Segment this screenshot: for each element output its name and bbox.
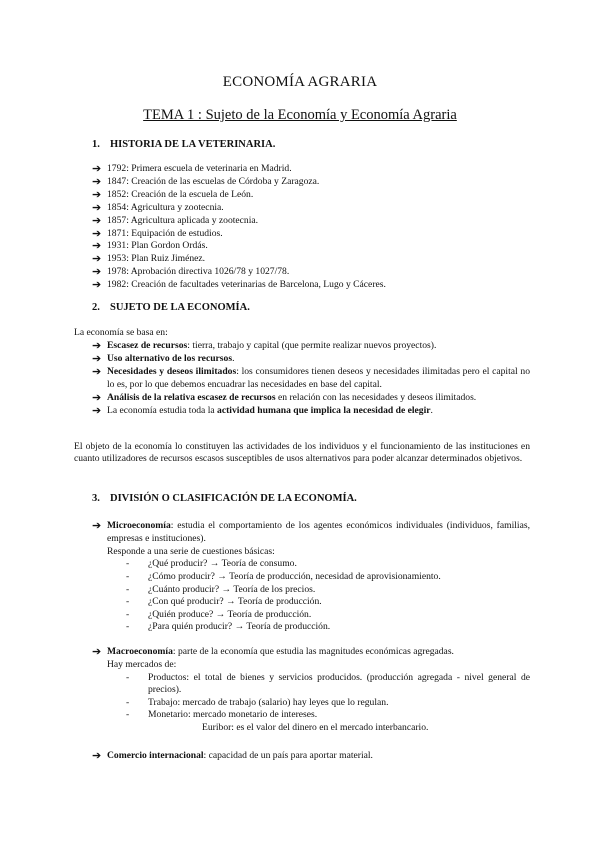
section-3-title: DIVISIÓN O CLASIFICACIÓN DE LA ECONOMÍA. — [110, 493, 357, 504]
document-title: ECONOMÍA AGRARIA — [222, 74, 378, 90]
international-trade-block — [92, 750, 530, 763]
section-2-heading — [92, 302, 250, 313]
list-item: ➔ La economía estudia toda la actividad humana que implica la necesidad de elegir. — [92, 404, 433, 417]
economy-object-paragraph: El objeto de la economía lo constituyen las actividades de los individuos y el funcionamiento de las instituciones en cuanto utilizadores de recursos escasos susceptibles de usos alternativos para poder alcanzar determinados objetivos. — [74, 441, 530, 465]
list-item: - ¿Quién produce? → Teoría de producción. — [126, 608, 312, 620]
section-2-intro: La economía se basa en: — [74, 327, 168, 338]
arrow-icon: ➔ — [92, 227, 102, 240]
arrow-icon: ➔ — [92, 340, 102, 352]
list-item: ➔ 1982: Creación de facultades veterinarias de Barcelona, Lugo y Cáceres. — [92, 279, 386, 292]
list-item: - ¿Con qué producir? → Teoría de producción. — [126, 596, 322, 608]
list-item: - Productos: el total de bienes y servicios producidos. (producción agregada - nivel general de precios). — [126, 671, 530, 696]
arrow-icon: ➔ — [92, 520, 102, 532]
section-3-heading — [92, 493, 357, 504]
list-item: ➔ Escasez de recursos: tierra, trabajo y capital (que permite realizar nuevos proyectos). — [92, 340, 437, 352]
list-item: ➔ Uso alternativo de los recursos. — [92, 352, 235, 365]
list-item: - ¿Qué producir? → Teoría de consumo. — [126, 558, 297, 570]
arrow-icon: ➔ — [92, 404, 102, 417]
arrow-icon: ➔ — [92, 240, 102, 253]
arrow-icon: ➔ — [92, 266, 102, 279]
arrow-icon: ➔ — [92, 253, 102, 266]
arrow-icon: ➔ — [92, 279, 102, 292]
arrow-icon: ➔ — [92, 646, 102, 658]
section-1-number: 1. — [92, 139, 100, 150]
macro-subtitle: Hay mercados de: — [107, 658, 177, 670]
arrow-icon: ➔ — [92, 391, 102, 404]
section-2-title: SUJETO DE LA ECONOMÍA. — [110, 302, 250, 313]
list-item: ➔ Análisis de la relativa escasez de recursos en relación con las necesidades y deseos ilimitados. — [92, 391, 477, 404]
euribor-note: Euribor: es el valor del dinero en el mercado interbancario. — [202, 721, 429, 733]
list-item: ➔ 1931: Plan Gordon Ordás. — [92, 240, 208, 253]
document-subtitle: TEMA 1 : Sujeto de la Economía y Economía Agraria — [143, 107, 457, 123]
economy-basis-list — [92, 340, 530, 417]
list-item: ➔ Necesidades y deseos ilimitados: los consumidores tienen deseos y necesidades ilimitadas pero el capital no lo es, por lo que debemos encuadrar las necesidades en base del capital. — [92, 365, 530, 390]
list-item: ➔ 1857: Agricultura aplicada y zootecnia. — [92, 214, 259, 227]
section-1-heading — [92, 139, 275, 150]
section-1-title: HISTORIA DE LA VETERINARIA. — [110, 139, 276, 150]
list-item: ➔ 1847: Creación de las escuelas de Córdoba y Zaragoza. — [92, 175, 320, 188]
arrow-icon: ➔ — [92, 175, 102, 188]
list-item: ➔ 1792: Primera escuela de veterinaria en Madrid. — [92, 163, 292, 175]
list-item: - ¿Para quién producir? → Teoría de producción. — [126, 621, 331, 633]
list-item: - Monetario: mercado monetario de intereses. — [126, 709, 318, 721]
list-item: ➔ 1852: Creación de la escuela de León. — [92, 188, 254, 201]
arrow-icon: ➔ — [92, 201, 102, 214]
list-item: - Trabajo: mercado de trabajo (salario) hay leyes que lo regulan. — [126, 696, 389, 708]
microeconomy-block — [92, 520, 530, 634]
section-2-number: 2. — [92, 302, 100, 313]
arrow-icon: ➔ — [92, 750, 102, 762]
list-item: ➔ 1953: Plan Ruiz Jiménez. — [92, 253, 206, 266]
history-list — [92, 163, 532, 292]
list-item: ➔ Macroeconomía: parte de la economía que estudia las magnitudes económicas agregadas. — [92, 646, 454, 658]
list-item: ➔ Comercio internacional: capacidad de un país para aportar material. — [92, 750, 373, 762]
arrow-icon: ➔ — [92, 352, 102, 365]
list-item: ➔ 1871: Equipación de estudios. — [92, 227, 223, 240]
list-item: ➔ 1854: Agricultura y zootecnia. — [92, 201, 224, 214]
arrow-icon: ➔ — [92, 365, 102, 378]
list-item: - ¿Cómo producir? → Teoría de producción, necesidad de aprovisionamiento. — [126, 571, 441, 582]
arrow-icon: ➔ — [92, 188, 102, 201]
arrow-icon: ➔ — [92, 214, 102, 227]
list-item: - ¿Cuánto producir? → Teoría de los precios. — [126, 583, 316, 595]
list-item: ➔ Microeconomía: estudia el comportamiento de los agentes económicos individuales (individuos, familias, empresas e instituciones). — [92, 520, 530, 544]
macroeconomy-block — [92, 646, 530, 734]
list-item: ➔ 1978: Aprobación directiva 1026/78 y 1027/78. — [92, 266, 290, 279]
arrow-icon: ➔ — [92, 163, 102, 175]
micro-subtitle: Responde a una serie de cuestiones básicas: — [107, 545, 275, 557]
section-3-number: 3. — [92, 493, 100, 504]
